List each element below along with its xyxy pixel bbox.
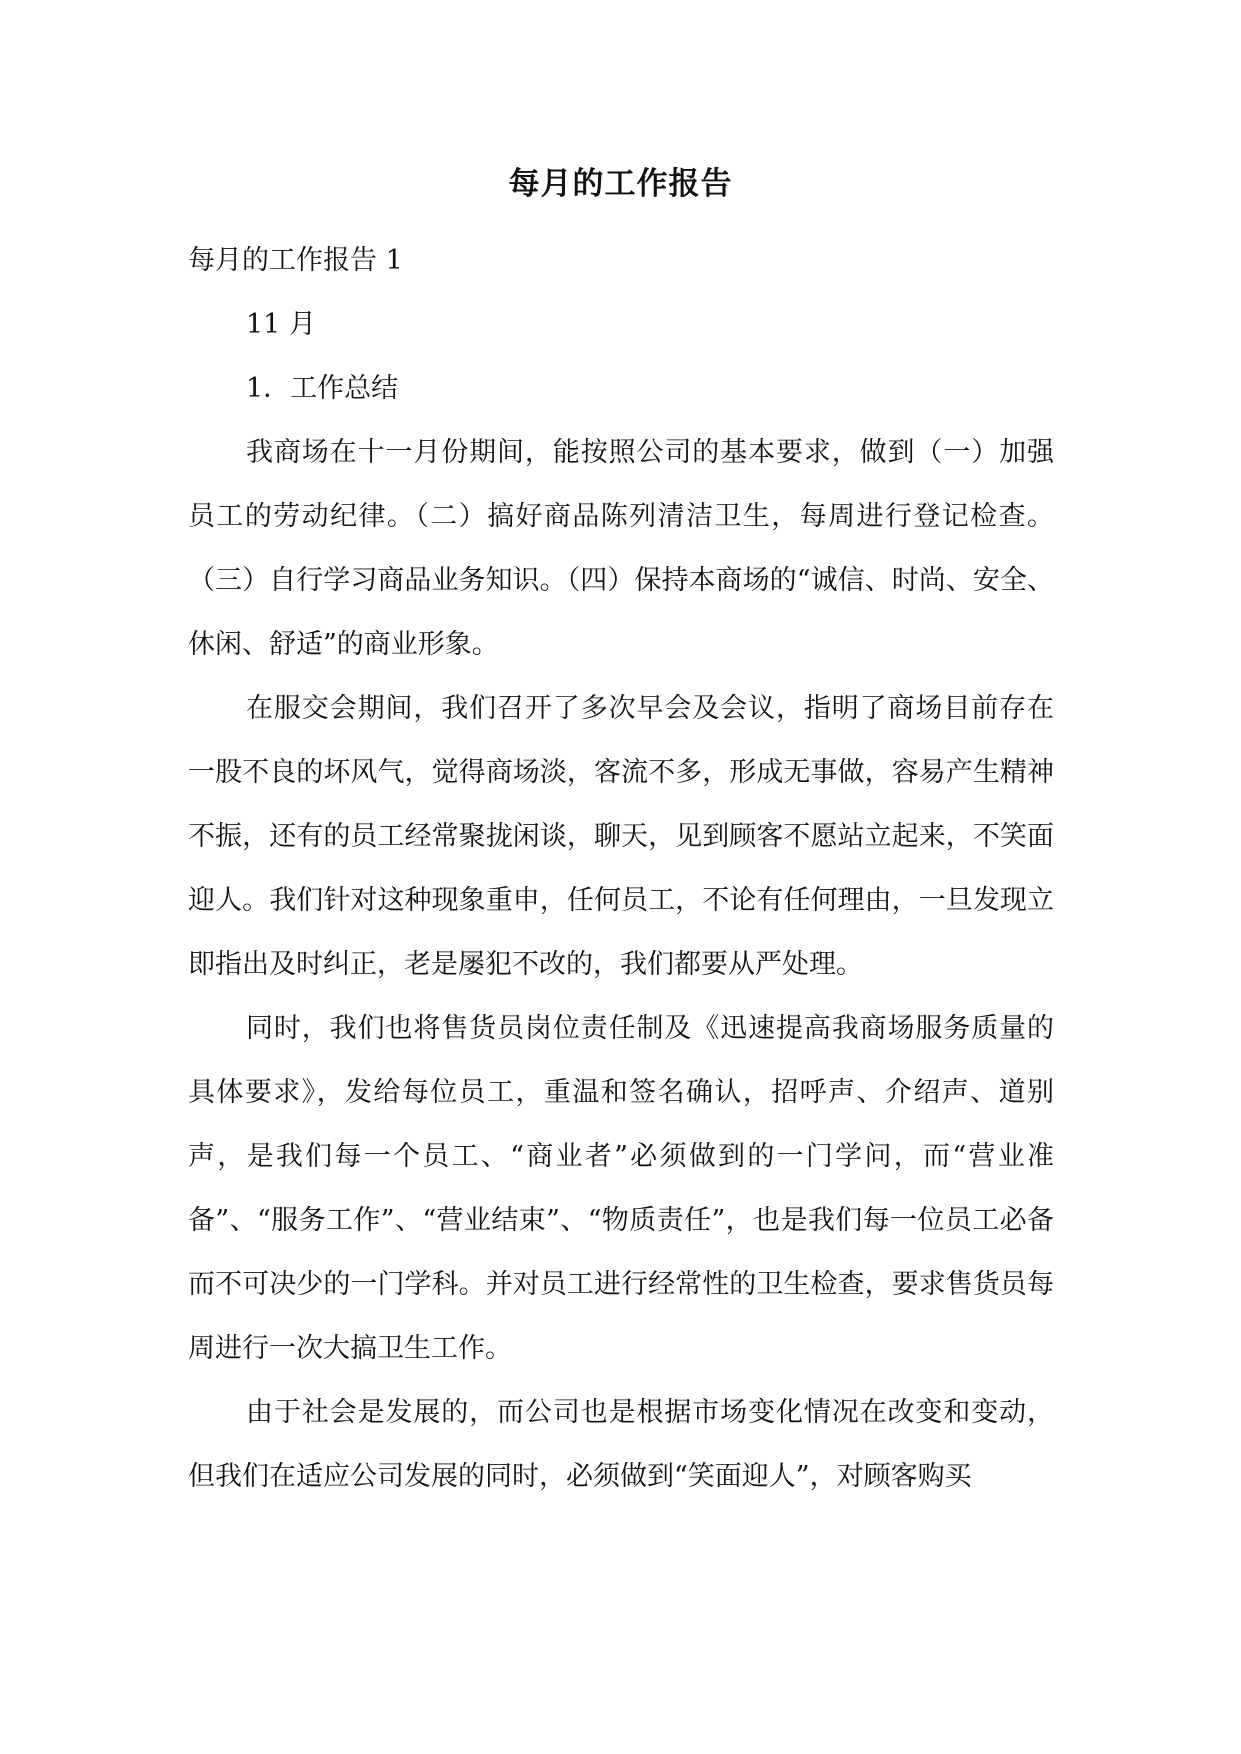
document-body [188, 229, 1054, 1509]
paragraph-3: 同时，我们也将售货员岗位责任制及《迅速提高我商场服务质量的具体要求》，发给每位员工，重温和签名确认，招呼声、介绍声、道别声，是我们每一个员工、“商业者”必须做到的一门学问，而“营业准备”、“服务工作”、“营业结束”、“物质责任”，也是我们每一位员工必备而不可决少的一门学科。并对员工进行经常性的卫生检查，要求售货员每周进行一次大搞卫生工作。 [188, 1013, 1054, 1364]
paragraph-2: 在服交会期间，我们召开了多次早会及会议，指明了商场目前存在一股不良的坏风气，觉得商场淡，客流不多，形成无事做，容易产生精神不振，还有的员工经常聚拢闲谈，聊天，见到顾客不愿站立起来，不笑面迎人。我们针对这种现象重申，任何员工，不论有任何理由，一旦发现立即指出及时纠正，老是屡犯不改的，我们都要从严处理。 [188, 693, 1054, 980]
document-title: 每月的工作报告 [508, 166, 733, 202]
paragraph-4: 由于社会是发展的，而公司也是根据市场变化情况在改变和变动，但我们在适应公司发展的同时，必须做到“笑面迎人”，对顾客购买 [188, 1397, 1054, 1492]
month-label: 11 月 [246, 309, 316, 340]
section-title: 每月的工作报告 1 [188, 245, 403, 276]
item-heading: 1．工作总结 [246, 373, 399, 404]
paragraph-1: 我商场在十一月份期间，能按照公司的基本要求，做到（一）加强员工的劳动纪律。（二）搞好商品陈列清洁卫生，每周进行登记检查。（三）自行学习商品业务知识。（四）保持本商场的“诚信、时尚、安全、休闲、舒适”的商业形象。 [188, 437, 1054, 660]
